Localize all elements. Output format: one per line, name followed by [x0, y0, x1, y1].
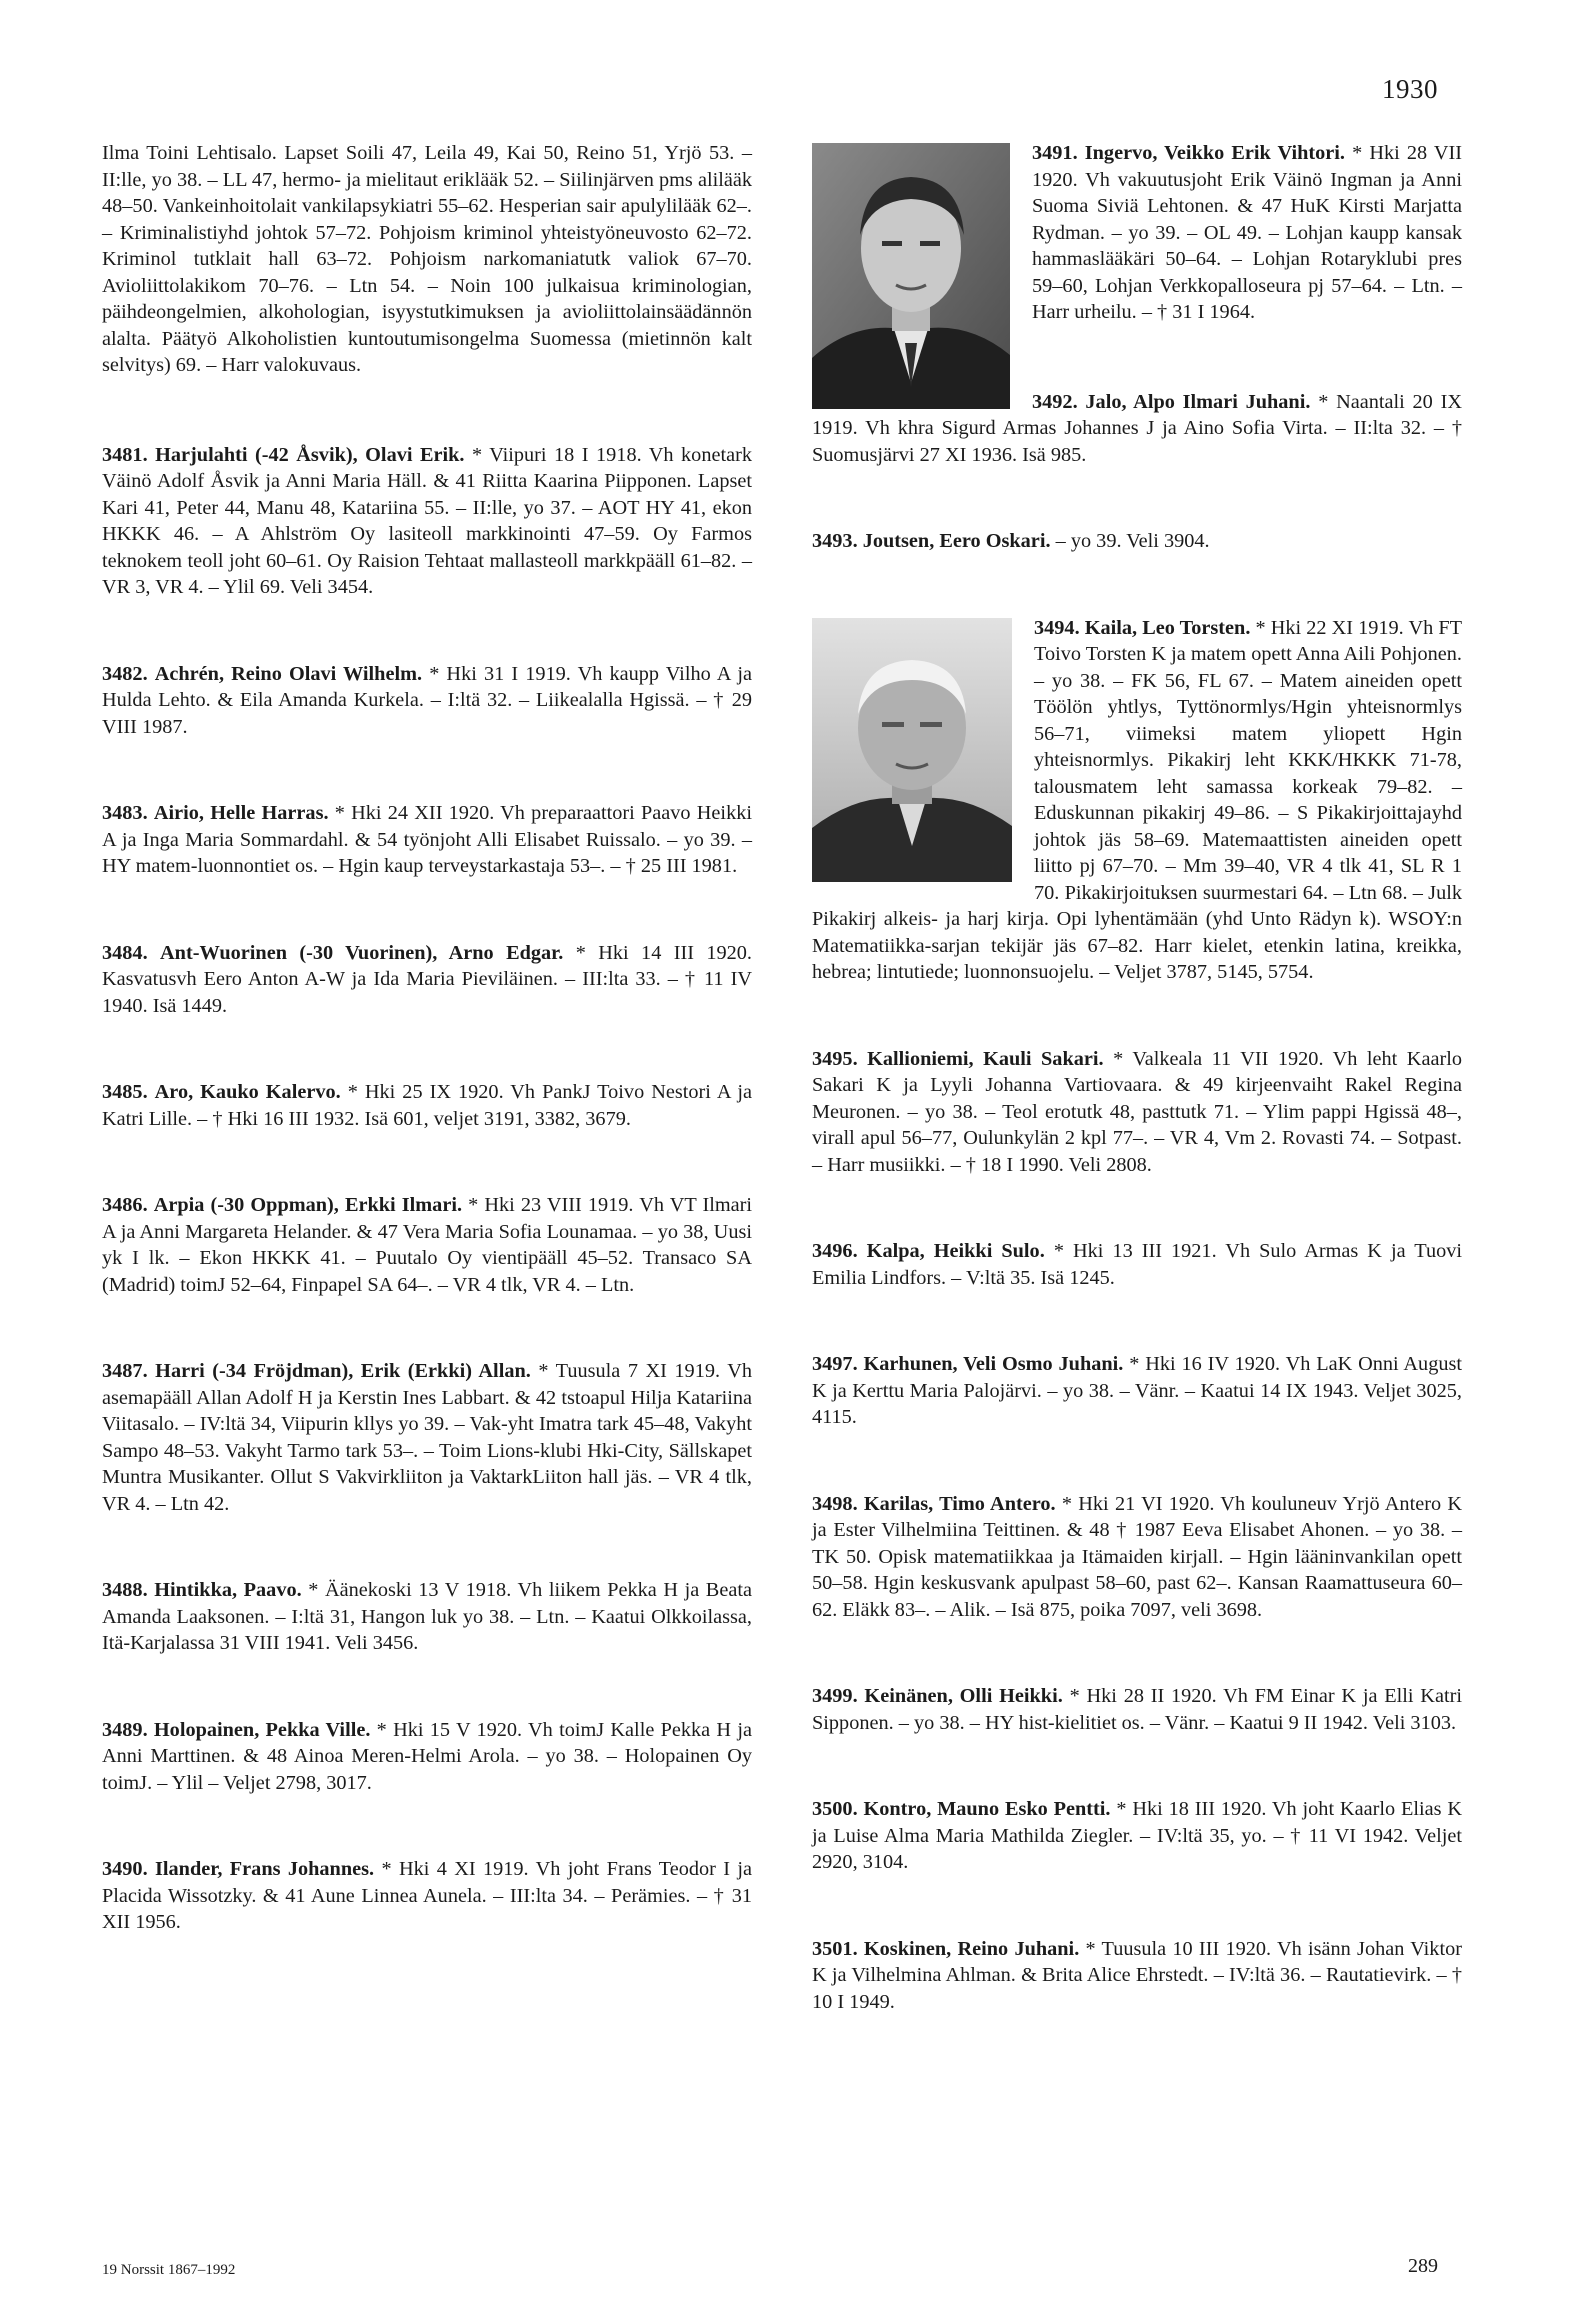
footer-signature: 19 Norssit 1867–1992 — [102, 2262, 236, 2278]
entry-continued: Ilma Toini Lehtisalo. Lapset Soili 47, Leila 49, Kai 50, Reino 51, Yrjö 53. – II:lle, yo 38. – LL 47, hermo- ja mielitaut eriklääk 52. – Siilinjärven pms alilääk 48–50. Vankeinhoitolait vankilapsykiatri 55–62. Hesperian sair apulylilääk 62–. – Kriminalistiyhd johtok 57–72. Pohjoism kriminol yhteistyöneuvosto 62–72. Kriminol tutklait hall 63–72. Pohjoism narkomaniatutk valiok 67–70. Avioliittolakikom 70–76. – Ltn 54. – Noin 100 julkaisua kriminologian, päihdeongelmien, alkohologian, isyystutkimuksen ja avioliittolainsäädännön alalta. Päätyö Alkoholistien kuntoutumisongelma Suomessa (mietinnön kalt selvitys) 69. – Harr valokuvaus. — [102, 142, 752, 376]
entry-3483: 3483. Airio, Helle Harras. * Hki 24 XII 1920. Vh preparaattori Paavo Heikki A ja Inga Maria Sommardahl. & 54 työnjoht Alli Elisabet Ruissalo. – yo 39. – HY matem-luonnontiet os. – Hgin kaup terveystarkastaja 53–. – † 25 III 1981. — [102, 802, 752, 877]
entry-3487: 3487. Harri (-34 Fröjdman), Erik (Erkki) Allan. * Tuusula 7 XI 1919. Vh asemapääll Allan Adolf H ja Kerstin Ines Labbart. & 42 tstoapul Hilja Katariina Viitasalo. – IV:ltä 34, Viipurin kllys yo 39. – Vak-yht Imatra tark 45–48, Vakyht Sampo 48–53. Vakyht Tarmo tark 53–. – Toim Lions-klubi Hki-City, Sällskapet Muntra Musikanter. Ollut S Vakvirkliiton ja VaktarkLiiton hall jäs. – VR 4 tlk, VR 4. – Ltn 42. — [102, 1360, 752, 1515]
entry-3498: 3498. Karilas, Timo Antero. * Hki 21 VI 1920. Vh kouluneuv Yrjö Antero K ja Ester Vilhelmiina Teittinen. & 48 † 1987 Eeva Elisabet Ahonen. – yo 38. – TK 50. Opisk matematiikkaa ja Itämaiden kirjall. – Hgin lääninvankilan opett 50–58. Hgin keskusvank apulpast 58–60, past 62–. Kansan Raamattuseura 60–62. Eläkk 83–. – Alik. – Isä 875, poika 7097, veli 3698. — [812, 1492, 1462, 1621]
entry-3482: 3482. Achrén, Reino Olavi Wilhelm. * Hki 31 I 1919. Vh kaupp Vilho A ja Hulda Lehto. & Eila Amanda Kurkela. – I:ltä 32. – Liikealalla Hgissä. – † 29 VIII 1987. — [102, 662, 752, 738]
entry-3499: 3499. Keinänen, Olli Heikki. * Hki 28 II 1920. Vh FM Einar K ja Elli Katri Sipponen. – yo 38. – HY hist-kielitiet os. – Vänr. – Kaatui 9 II 1942. Veli 3103. — [812, 1685, 1462, 1734]
entry-3496: 3496. Kalpa, Heikki Sulo. * Hki 13 III 1921. Vh Sulo Armas K ja Tuovi Emilia Lindfors. – V:ltä 35. Isä 1245. — [812, 1240, 1462, 1289]
entry-3489: 3489. Holopainen, Pekka Ville. * Hki 15 V 1920. Vh toimJ Kalle Pekka H ja Anni Marttinen. & 48 Ainoa Meren-Helmi Arola. – yo 38. – Holopainen Oy toimJ. – Ylil – Veljet 2798, 3017. — [102, 1718, 752, 1794]
page-year-header: 1930 — [1382, 74, 1438, 104]
left-column — [102, 140, 752, 1996]
entry-3481: 3481. Harjulahti (-42 Åsvik), Olavi Erik. * Viipuri 18 I 1918. Vh konetark Väinö Adolf Åsvik ja Anni Maria Häll. & 41 Riitta Kaarina Piipponen. Lapset Kari 41, Peter 44, Manu 48, Katariina 55. – II:lle, yo 37. – AOT HY 41, ekon HKKK 46. – A Ahlström Oy lasiteoll markkinointi 47–59. Oy Farmos teknokem teoll joht 60–61. Oy Raision Tehtaat mallasteoll markkpääll 61–82. – VR 3, VR 4. – Ylil 69. Veli 3454. — [102, 443, 752, 598]
entry-3492: 3492. Jalo, Alpo Ilmari Juhani. * Naantali 20 IX 1919. Vh khra Sigurd Armas Johannes J ja Aino Sofia Virta. – II:lta 32. – † Suomusjärvi 27 XI 1936. Isä 985. — [812, 390, 1462, 466]
entry-3501: 3501. Koskinen, Reino Juhani. * Tuusula 10 III 1920. Vh isänn Johan Viktor K ja Vilhelmina Ahlman. & Brita Alice Ehrstedt. – IV:ltä 36. – Rautatievirk. – † 10 I 1949. — [812, 1937, 1462, 2013]
entry-3484: 3484. Ant-Wuorinen (-30 Vuorinen), Arno Edgar. * Hki 14 III 1920. Kasvatusvh Eero Anton A-W ja Ida Maria Pieviläinen. – III:lta 33. – † 11 IV 1940. Isä 1449. — [102, 941, 752, 1017]
right-column — [812, 140, 1462, 2075]
entry-3488: 3488. Hintikka, Paavo. * Äänekoski 13 V 1918. Vh liikem Pekka H ja Beata Amanda Laaksonen. – I:ltä 31, Hangon luk yo 38. – Ltn. – Kaatui Olkkoilassa, Itä-Karjalassa 31 VIII 1941. Veli 3456. — [102, 1579, 752, 1654]
entry-3490: 3490. Ilander, Frans Johannes. * Hki 4 XI 1919. Vh joht Frans Teodor I ja Placida Wissotzky. & 41 Aune Linnea Aunela. – III:lta 34. – Perämies. – † 31 XII 1956. — [102, 1858, 752, 1933]
entry-3486: 3486. Arpia (-30 Oppman), Erkki Ilmari. * Hki 23 VIII 1919. Vh VT Ilmari A ja Anni Margareta Helander. & 47 Vera Maria Sofia Lounamaa. – yo 38, Uusi yk I lk. – Ekon HKKK 41. – Puutalo Oy vientipääll 45–52. Transaco SA (Madrid) toimJ 52–64, Finpapel SA 64–. – VR 4 tlk, VR 4. – Ltn. — [102, 1194, 752, 1296]
entry-3495: 3495. Kallioniemi, Kauli Sakari. * Valkeala 11 VII 1920. Vh leht Kaarlo Sakari K ja Lyyli Johanna Vartiovaara. & 49 kirjeenvaiht Rakel Regina Meuronen. – yo 38. – Teol erotutk 48, pasttutk 71. – Ylim pappi Hgissä 48–, virall apul 56–77, Oulunkylän 2 kpl 77–. – VR 4, Vm 2. Rovasti 74. – Sotpast. – Harr musiikki. – † 18 I 1990. Veli 2808. — [812, 1047, 1462, 1176]
entry-3494: 3494. Kaila, Leo Torsten. * Hki 22 XI 1919. Vh FT Toivo Torsten K ja matem opett Anna Aili Pohjonen. – yo 38. – FK 56, FL 67. – Matem aineiden opett Töölön yhtlys, Tyttönormlys/Hgin yhteisnormlys 56–71, viimeksi matem yliopett Hgin yhteisnormlys. Pikakirj leht KKK/HKKK 71-78, talousmatem leht samassa korkeak 79–82. – Eduskunnan pikakirj 49–86. – S Pikakirjoittajayhd johtok jäs 58–69. Matemaattisten aineiden opett liitto pj 67–70. – Mm 39–40, VR 4 tlk 41, SL R 1 70. Pikakirjoituksen suurmestari 64. – Ltn 68. – Julk Pikakirj alkeis- ja harj kirja. Opi lyhentämään (yhd Unto Rädyn k). WSOY:n Matematiikka-sarjan tekijär jäs 67–82. Harr kielet, etenkin latina, kreikka, hebrea; lintutiede; luonnonsuojelu. – Veljet 3787, 5145, 5754. — [812, 616, 1462, 983]
entry-3485: 3485. Aro, Kauko Kalervo. * Hki 25 IX 1920. Vh PankJ Toivo Nestori A ja Katri Lille. – † Hki 16 III 1932. Isä 601, veljet 3191, 3382, 3679. — [102, 1081, 752, 1130]
entry-3493: 3493. Joutsen, Eero Oskari. – yo 39. Veli 3904. — [812, 530, 1210, 552]
entry-3491: 3491. Ingervo, Veikko Erik Vihtori. * Hki 28 VII 1920. Vh vakuutusjoht Erik Väinö Ingman ja Anni Suoma Siviä Lehtonen. & 47 HuK Kirsti Marjatta Rydman. – yo 39. – OL 49. – Lohjan kaupp kansak hammaslääkäri 50–64. – Lohjan Rotaryklubi pres 59–60, Lohjan Verkkopalloseura pj 57–64. – Ltn. – Harr urheilu. – † 31 I 1964. — [812, 140, 1462, 326]
portrait-photo-ingervo — [812, 143, 1010, 409]
entry-3497: 3497. Karhunen, Veli Osmo Juhani. * Hki 16 IV 1920. Vh LaK Onni August K ja Kerttu Maria Palojärvi. – yo 38. – Vänr. – Kaatui 14 IX 1943. Veljet 3025, 4115. — [812, 1353, 1463, 1428]
entry-3500: 3500. Kontro, Mauno Esko Pentti. * Hki 18 III 1920. Vh joht Kaarlo Elias K ja Luise Alma Maria Mathilda Ziegler. – IV:ltä 35, yo. – † 11 VI 1942. Veljet 2920, 3104. — [812, 1798, 1462, 1873]
portrait-photo-kaila — [812, 618, 1012, 882]
page-number: 289 — [1408, 2255, 1438, 2277]
